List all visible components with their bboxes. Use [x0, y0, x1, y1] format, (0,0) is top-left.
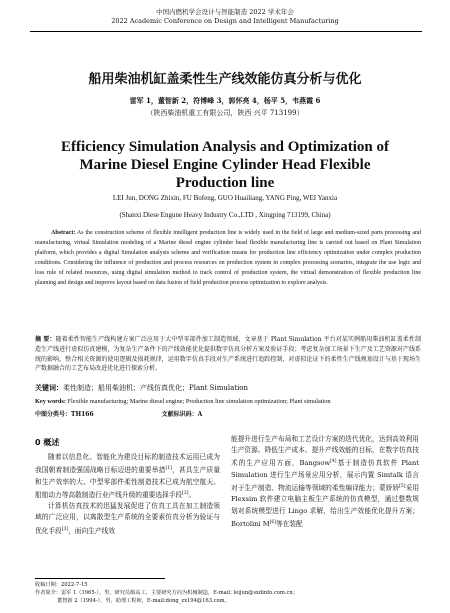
footnote-author-1: 作者简介：雷军 1（1965-），男，研究员级高工，主要研究方向为机械制造，E-mail: leijun@sxdinfo.com.cn；: [35, 590, 298, 596]
document-code: 文献标识码：A: [161, 411, 203, 418]
abstract-chinese: [35, 335, 421, 374]
running-header: [0, 8, 450, 26]
authors-english: LEI Jun, DONG Zhixin, FU Bofeng, GUO Huailiang, YANG Ping, WEI Yanxia: [112, 194, 338, 202]
header-conference-cn: 中国内燃机学会设计与智能制造 2022 学术年会: [156, 8, 294, 16]
header-conference-en: 2022 Academic Conference on Design and Intelligent Manufacturing: [111, 17, 339, 25]
body-column-right: [231, 434, 419, 530]
footnote-author-2: 董智新 2（1994-），男，助理工程师，E-mail:dong_zx194@163.com。: [57, 598, 230, 604]
paragraph: 随着以信息化、智能化为建设目标的制造技术运用已成为我国朝着制造强国战略目标迈进的重要举措[1]，甚具生产质量和生产效率的大、中型零部件柔性制造技术已成为航空航天、船舶动力等高散制造行业产线升级的重要选择手段[2]。: [35, 453, 221, 500]
body-column-left: [35, 452, 220, 537]
footnote-received: 收稿日期：2022-7-15: [35, 582, 88, 588]
keywords-chinese: [35, 383, 421, 393]
keywords-english-text: Flexible manufacturing; Marine diesel engine; Production line simulation optimization; Plant simulation: [67, 398, 331, 405]
keywords-chinese-label: 关键词：: [35, 383, 63, 392]
abstract-chinese-label: 摘 要：: [35, 336, 56, 343]
affiliation-chinese: （陕西柴油机重工有限公司，陕西 兴平 713199）: [146, 109, 304, 117]
keywords-english: [35, 398, 421, 405]
classification: [35, 409, 421, 418]
footnote: [35, 581, 435, 605]
clc-number: 中图分类号：TH166: [35, 411, 94, 418]
abstract-chinese-text: 随着柔性智能生产线构建方案广泛应用于大中型零部件加工制造领域，文章基于 Plant Simulation 平台对某实例船用柴油机缸盖柔性制造生产线进行虚拟仿真建模，为复杂生产条件下的产线效能优化提供数字仿真分析方案及验证手段；考虑复杂加工场景下生产及工艺资源对产线系统的影响，整合相关资源的使用逻辑及损耗规律，运用数字仿真手段对生产系统进行追踪控制，对虚拟论证下的柔性生产线规划设计与基于现场生产数据融合的工艺布局改进优化进行探索分析。: [35, 336, 422, 373]
section-heading: 0 概述: [35, 438, 60, 447]
abstract-english-label: Abstract:: [51, 230, 76, 236]
title-chinese: 船用柴油机缸盖柔性生产线效能仿真分析与优化: [88, 72, 362, 87]
title-english: Efficiency Simulation Analysis and Optimization of Marine Diesel Engine Cylinder Head Flexible Production line: [61, 139, 389, 191]
authors-chinese: 雷军 1，董智新 2，符博峰 3，郭怀亮 4，杨平 5，韦燕霞 6: [129, 96, 321, 105]
abstract-english-text: As the construction scheme of flexible intelligent production line is widely used in the field of large and medium-sized parts processing and manufacturing, virtual Simulation modeling of a Marine diesel engine cylinder head flexible manufacturing line is carried out based on Plant Simulation platform, which provides a digital Simulation analysis scheme and verification means for production line efficiency optimization under complex production conditions. Considering the influence of production and process resources on production system in complex processing scenarios, integrate the use logic and loss rule of related resources, using digital simulation method to track control of production system, the virtual demonstration of flexible production line planning and design and improve layout based on data fusion of field production process optimization to explore analysis.: [35, 230, 421, 286]
footnote-rule: [35, 578, 165, 579]
abstract-english: [35, 228, 421, 288]
paragraph: 计算机仿真技术的迅猛发展促进了仿真工具在加工制造领域的广泛应用，以离散型生产系统的全要素仿真分析为验证与优化手段[3]，面向生产线效: [35, 502, 220, 535]
header-rule: [30, 31, 422, 32]
keywords-english-label: Key words:: [35, 398, 66, 405]
affiliation-english: (Shanxi Diese Engune Heavy Industry Co.,LTD , Xingping 713199, China): [119, 211, 331, 219]
paragraph: 能提升进行生产布局和工艺设计方案的迭代优化，达到高效利用生产资源、降低生产成本、提升产线效能的目标，在数字仿真技术的生产应用方面，Bangsow[4]基于制造仿真软件 Plant Simulation 进行生产场景应用分析，展示内置 Simtalk 语言对于生产制造、物流运输等领域的柔性编译能力；蒙娇娇[5]采用 Flexsim 软件建立电脑主板生产系统的仿真模型，通过整数规划对系统模型进行 Lingo 求解，给出生产效能优化提升方案；Bortolini M[6]等在装配: [231, 435, 420, 529]
keywords-chinese-text: 柔性制造；船用柴油机；产线仿真优化；Plant Simulation: [63, 384, 249, 392]
